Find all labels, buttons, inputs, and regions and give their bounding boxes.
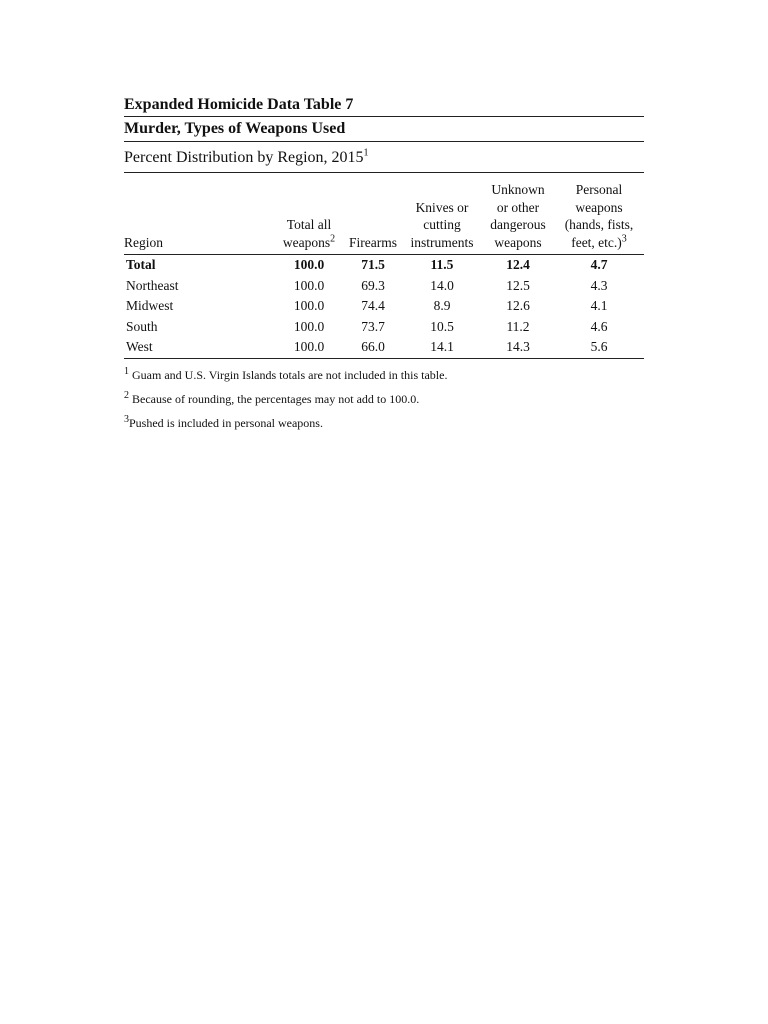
header-knives: Knives or cutting instruments	[402, 181, 482, 255]
cell-personal: 4.6	[590, 318, 608, 334]
cell-knives: 14.0	[430, 277, 454, 293]
cell-unknown: 12.5	[506, 277, 530, 293]
footnote-text: Because of rounding, the percentages may not add to 100.0.	[129, 391, 420, 406]
footnote-1	[124, 363, 644, 387]
cell-total: 100.0	[293, 277, 325, 293]
header-region: Region	[124, 181, 274, 255]
cell-total: 100.0	[293, 298, 325, 313]
footnote-text: Guam and U.S. Virgin Islands totals are not included in this table.	[129, 367, 448, 382]
table-title: Expanded Homicide Data Table 7	[124, 96, 354, 113]
cell-total: 100.0	[293, 318, 325, 334]
cell-knives: 11.5	[430, 257, 454, 272]
footnote-marker: 2	[330, 233, 336, 244]
footnote-3	[124, 411, 644, 435]
table-subtitle: Murder, Types of Weapons Used	[124, 120, 346, 137]
document	[124, 94, 644, 435]
footnote-mark: 2	[124, 389, 129, 401]
header-top-rule	[124, 172, 644, 173]
cell-personal: 4.1	[590, 298, 608, 313]
header-personal: Personal weapons (hands, fists, feet, etc.)$^3$	[554, 181, 644, 255]
cell-total: 100.0	[293, 257, 325, 272]
table-sub-subtitle	[124, 142, 644, 172]
header-firearms: Firearms	[344, 181, 402, 255]
footnotes	[124, 363, 644, 435]
footnote-marker: 1	[363, 147, 369, 159]
cell-region: West	[124, 337, 274, 358]
cell-firearms: 66.0	[344, 337, 402, 358]
footnote-mark: 3	[124, 413, 129, 425]
cell-unknown: 11.2	[506, 318, 530, 334]
table-row	[124, 317, 644, 338]
footnote-mark: 1	[124, 365, 129, 377]
cell-personal: 4.7	[590, 257, 608, 272]
cell-region: South	[126, 318, 158, 334]
footnote-2	[124, 387, 644, 411]
cell-unknown: 12.6	[506, 298, 530, 313]
cell-total: 100.0	[274, 337, 344, 358]
cell-personal: 5.6	[554, 337, 644, 358]
header-total: Total all weapons$^2$	[274, 181, 344, 255]
cell-knives: 10.5	[430, 318, 454, 334]
data-table	[124, 181, 644, 359]
cell-region: Northeast	[126, 277, 179, 293]
table-row	[124, 296, 644, 317]
sub-subtitle-text: Percent Distribution by Region, 2015	[124, 149, 364, 166]
header-row	[124, 181, 644, 255]
cell-unknown: 14.3	[482, 337, 554, 358]
cell-firearms: 73.7	[361, 318, 385, 334]
cell-firearms: 71.5	[361, 257, 385, 272]
cell-unknown: 12.4	[506, 257, 530, 272]
cell-personal: 4.3	[590, 277, 608, 293]
table-row	[124, 337, 644, 358]
cell-firearms: 74.4	[361, 298, 385, 313]
footnote-marker: 3	[621, 233, 627, 244]
table-row-total	[124, 255, 644, 276]
header-unknown: Unknown or other dangerous weapons	[482, 181, 554, 255]
cell-knives: 8.9	[433, 298, 451, 313]
cell-region: Midwest	[126, 298, 174, 313]
cell-region: Total	[126, 257, 156, 272]
cell-knives: 14.1	[402, 337, 482, 358]
footnote-text: Pushed is included in personal weapons.	[129, 415, 323, 430]
table-row	[124, 276, 644, 297]
cell-firearms: 69.3	[361, 277, 385, 293]
